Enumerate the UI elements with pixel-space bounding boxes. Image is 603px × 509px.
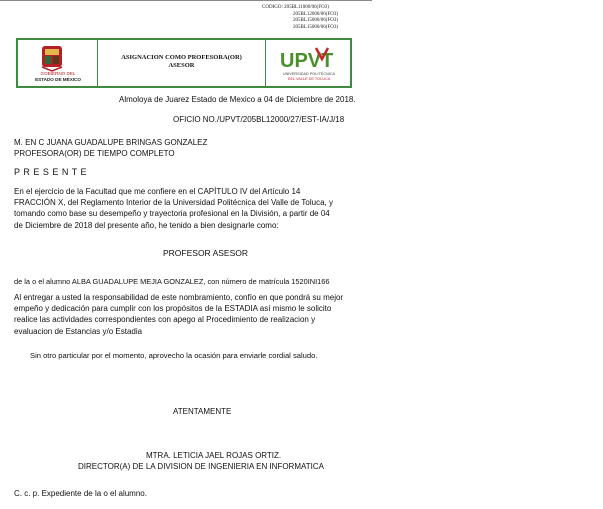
paragraph-line: tomando como base su desempeño y trayectoria profesional en la División, a partir de 04 <box>14 209 330 219</box>
logo-caption-line: GOBIERNO DEL <box>40 71 76 76</box>
student-line: de la o el alumno ALBA GUADALUPE MEJIA GONZALEZ, con número de matrícula 1520INI166 <box>14 277 330 286</box>
code-line: 205BL15000/06(FO3) <box>293 18 338 23</box>
code-line: 205BL15000/06(FO3) <box>293 24 338 30</box>
header-divider <box>265 40 266 86</box>
paragraph-line-text: En el ejercicio de la Facultad que me confiere en el CAPÍTULO IV del Artículo 14 <box>14 187 301 196</box>
paragraph-line: empeño y dedicación para cumplir con los propósitos de la ESTADIA así mismo le solicito <box>14 304 332 314</box>
paragraph-line: realice las actividades correspondientes con apego al Procedimiento de realizacion y <box>14 315 316 325</box>
logo-caption-line: ESTADO DE MÉXICO <box>35 76 81 82</box>
upvt-logo-text: UPVT <box>280 50 334 72</box>
body-paragraph <box>14 186 348 231</box>
document-header <box>16 38 352 88</box>
title-line: ASIGNACION COMO PROFESORA(OR) <box>121 54 242 61</box>
recipient-name: M. EN C JUANA GUADALUPE BRINGAS GONZALEZ <box>14 138 208 147</box>
paragraph-line: FRACCIÓN X, del Reglamento Interior de la Universidad Politécnica del Valle de Toluca, y <box>14 198 333 208</box>
copy-notice: C. c. p. Expediente de la o el alumno. <box>14 489 147 498</box>
document-title <box>98 54 265 70</box>
atentamente: ATENTAMENTE <box>173 407 232 416</box>
code-line: CODIGO: 205BL11000/06(FO3) <box>262 5 329 10</box>
paragraph-line: evaluacion de Estancias y/o Estadia <box>14 326 143 336</box>
title-line: ASESOR <box>168 62 195 69</box>
signatory-name: MTRA. LETICIA JAEL ROJAS ORTIZ. <box>146 451 282 460</box>
paragraph-line <box>14 186 348 197</box>
document-codes <box>262 5 338 31</box>
paragraph-line: de Diciembre de 2018 del presente año, he tenido a bien designarle como: <box>14 220 279 230</box>
recipient-role: PROFESORA(OR) DE TIEMPO COMPLETO <box>14 149 175 158</box>
logo-caption-line: DEL VALLE DE TOLUCA <box>287 76 331 81</box>
logo-caption-line: UNIVERSIDAD POLITÉCNICA <box>282 72 336 76</box>
code-line: 205BL12000/06(FO3) <box>293 11 338 17</box>
signatory-role: DIRECTOR(A) DE LA DIVISION DE INGENIERIA EN INFORMATICA <box>78 462 324 471</box>
designation-title: PROFESOR ASESOR <box>163 248 249 258</box>
upvt-logo-caption <box>268 72 350 81</box>
top-rule <box>0 0 372 1</box>
place-date: Almoloya de Juarez Estado de Mexico a 04 de Diciembre de 2018. <box>119 95 356 104</box>
government-logo-caption <box>20 71 96 82</box>
upvt-logo-icon <box>276 45 346 73</box>
government-emblem-icon <box>38 44 66 72</box>
closing-line: Sin otro particular por el momento, aprovecho la ocasión para enviarle cordial saludo. <box>30 351 318 360</box>
responsibility-paragraph <box>14 292 348 337</box>
paragraph-line: Al entregar a usted la responsabilidad de este nombramiento, confío en que pondrá su mejor <box>14 293 344 302</box>
oficio-number: OFICIO NO./UPVT/205BL12000/27/EST-IA/J/18 <box>173 115 345 124</box>
presente-heading: P R E S E N T E <box>14 167 88 177</box>
